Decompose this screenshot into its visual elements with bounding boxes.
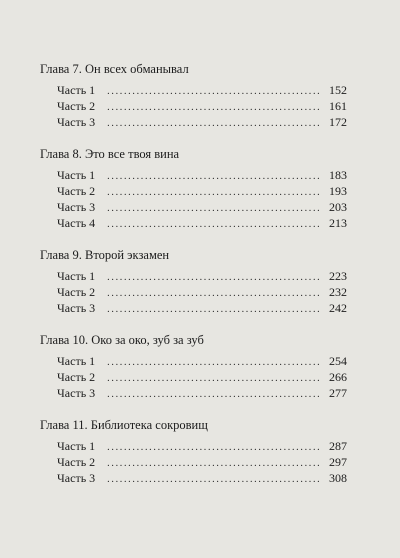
parts-list [40,438,347,486]
part-label: Часть 2 [57,285,96,299]
dot-leader [107,270,321,286]
toc-entry[interactable] [57,199,347,215]
part-label: Часть 1 [57,168,96,182]
parts-list [40,353,347,401]
dot-leader [107,472,321,488]
page-number: 266 [329,370,347,384]
part-label: Часть 3 [57,386,96,400]
toc-entry[interactable] [57,167,347,183]
toc-entry[interactable] [57,98,347,114]
toc-entry[interactable] [57,268,347,284]
dot-leader [107,116,321,132]
dot-leader [107,371,321,387]
dot-leader [107,100,321,116]
chapter-9 [40,246,347,316]
chapter-title: Глава 8. Это все твоя вина [40,147,180,161]
page-number: 242 [329,301,347,315]
toc-entry[interactable] [57,470,347,486]
dot-leader [107,302,321,318]
page-number: 213 [329,216,347,230]
page-number: 287 [329,439,347,453]
page-number: 254 [329,354,347,368]
toc-entry[interactable] [57,114,347,130]
dot-leader [107,84,321,100]
page-number: 152 [329,83,347,97]
toc-entry[interactable] [57,82,347,98]
chapter-7 [40,60,347,130]
page-number: 172 [329,115,347,129]
part-label: Часть 1 [57,439,96,453]
dot-leader [107,201,321,217]
toc-entry[interactable] [57,284,347,300]
page-number: 183 [329,168,347,182]
toc-entry[interactable] [57,438,347,454]
page-number: 308 [329,471,347,485]
parts-list [40,167,347,231]
toc-entry[interactable] [57,215,347,231]
toc-entry[interactable] [57,369,347,385]
part-label: Часть 3 [57,471,96,485]
dot-leader [107,169,321,185]
part-label: Часть 3 [57,301,96,315]
chapter-title: Глава 11. Библиотека сокровищ [40,418,208,432]
toc-entry[interactable] [57,183,347,199]
dot-leader [107,387,321,403]
part-label: Часть 1 [57,83,96,97]
part-label: Часть 1 [57,354,96,368]
part-label: Часть 2 [57,455,96,469]
page-number: 203 [329,200,347,214]
dot-leader [107,440,321,456]
dot-leader [107,286,321,302]
part-label: Часть 2 [57,370,96,384]
toc-entry[interactable] [57,353,347,369]
page-number: 223 [329,269,347,283]
chapter-title: Глава 9. Второй экзамен [40,248,170,262]
toc-entry[interactable] [57,385,347,401]
page-number: 193 [329,184,347,198]
part-label: Часть 2 [57,184,96,198]
toc-entry[interactable] [57,454,347,470]
part-label: Часть 3 [57,200,96,214]
dot-leader [107,217,321,233]
chapter-8 [40,145,347,231]
chapter-title: Глава 7. Он всех обманывал [40,62,189,76]
page-number: 277 [329,386,347,400]
chapter-title: Глава 10. Око за око, зуб за зуб [40,333,204,347]
parts-list [40,82,347,130]
chapter-10 [40,331,347,401]
page-number: 297 [329,455,347,469]
dot-leader [107,355,321,371]
toc-entry[interactable] [57,300,347,316]
part-label: Часть 4 [57,216,96,230]
chapter-11 [40,416,347,486]
page-number: 232 [329,285,347,299]
parts-list [40,268,347,316]
page-number: 161 [329,99,347,113]
part-label: Часть 3 [57,115,96,129]
part-label: Часть 1 [57,269,96,283]
dot-leader [107,456,321,472]
part-label: Часть 2 [57,99,96,113]
dot-leader [107,185,321,201]
